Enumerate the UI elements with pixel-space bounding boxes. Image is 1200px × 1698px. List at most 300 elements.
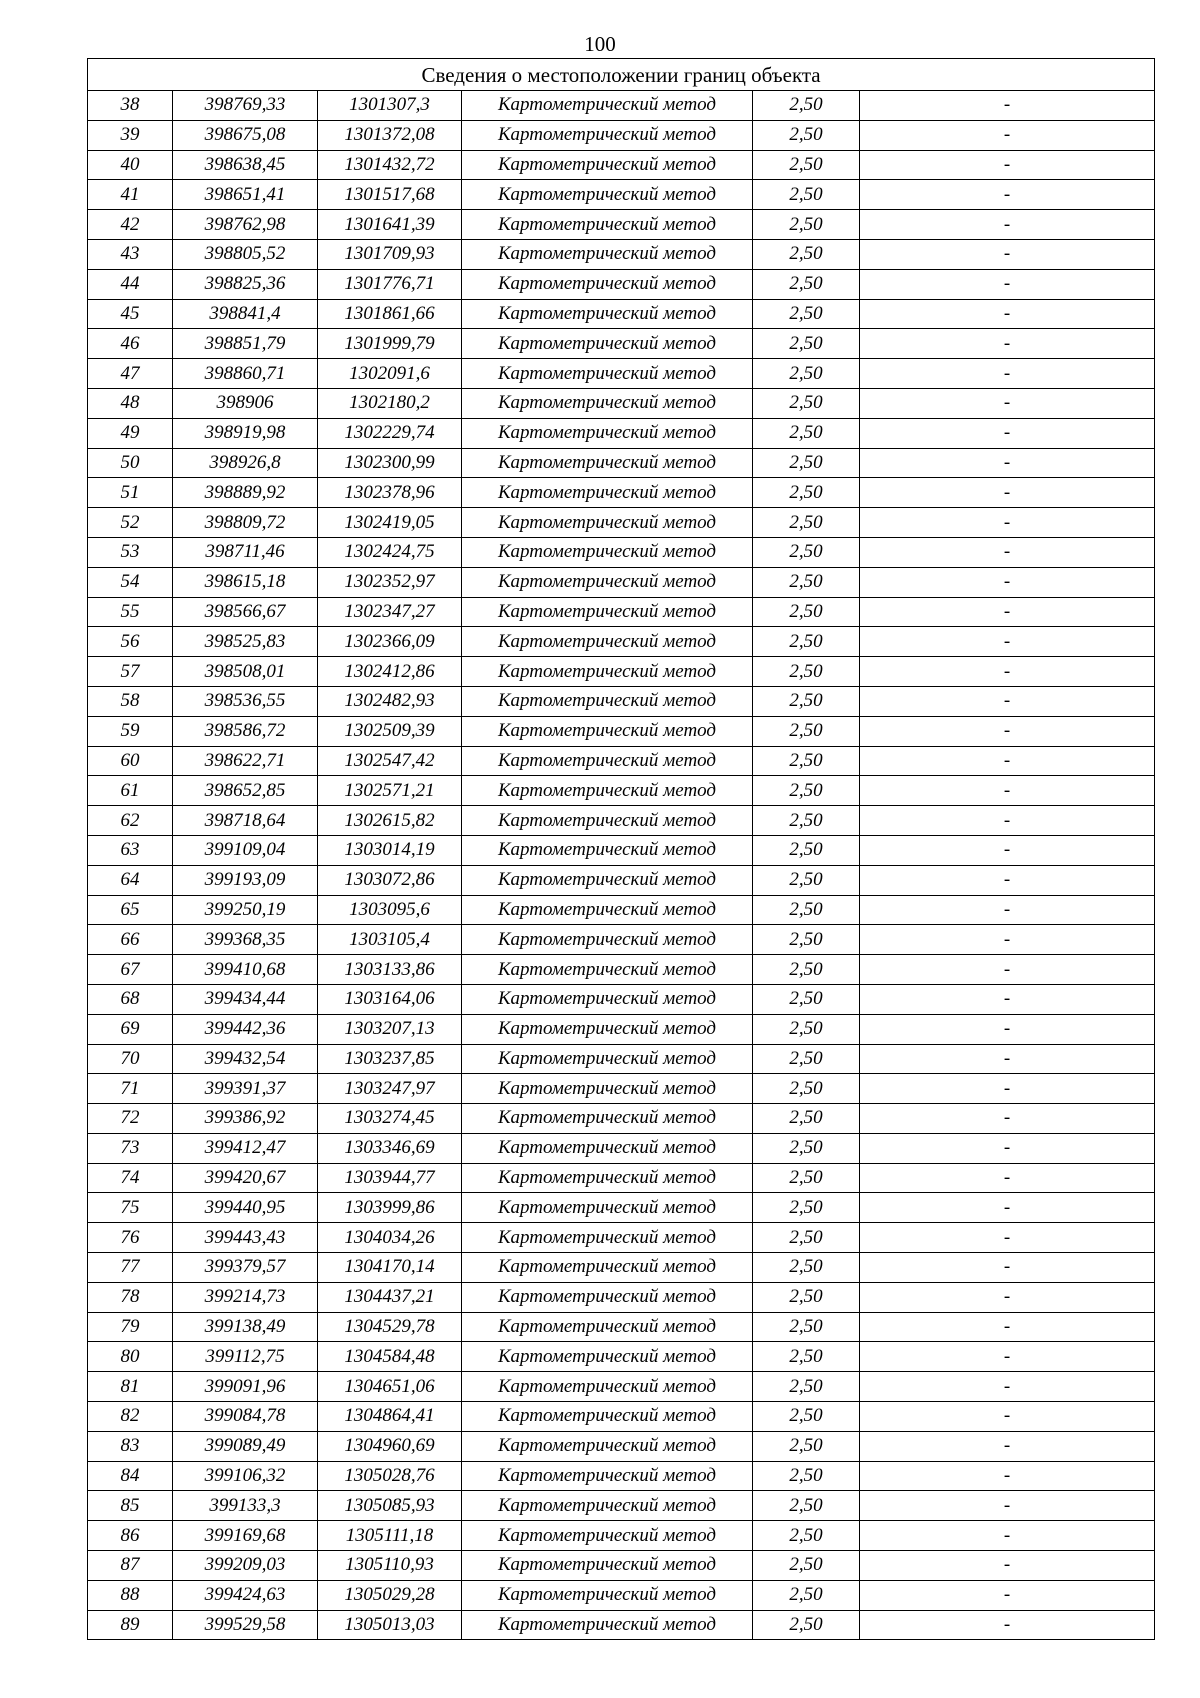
determination-method-cell: Картометрический метод [462, 1521, 753, 1551]
point-number-cell: 75 [88, 1193, 173, 1223]
coordinate-x-cell: 399084,78 [173, 1402, 318, 1432]
coordinate-y-cell: 1301517,68 [318, 180, 462, 210]
coordinate-y-cell: 1302180,2 [318, 388, 462, 418]
table-row [88, 895, 1155, 925]
coordinate-x-cell: 399368,35 [173, 925, 318, 955]
coordinate-y-cell: 1303247,97 [318, 1074, 462, 1104]
accuracy-cell: 2,50 [753, 1014, 860, 1044]
coordinate-x-cell: 398889,92 [173, 478, 318, 508]
description-cell: - [860, 1521, 1155, 1551]
coordinate-x-cell: 399529,58 [173, 1610, 318, 1640]
table-row [88, 1461, 1155, 1491]
description-cell: - [860, 1461, 1155, 1491]
table-body [88, 59, 1155, 1640]
description-cell: - [860, 716, 1155, 746]
accuracy-cell: 2,50 [753, 1253, 860, 1283]
coordinate-y-cell: 1305013,03 [318, 1610, 462, 1640]
coordinate-y-cell: 1303014,19 [318, 835, 462, 865]
table-row [88, 925, 1155, 955]
coordinate-x-cell: 398906 [173, 388, 318, 418]
coordinate-x-cell: 398805,52 [173, 239, 318, 269]
coordinate-x-cell: 399432,54 [173, 1044, 318, 1074]
coordinate-y-cell: 1302424,75 [318, 537, 462, 567]
table-row [88, 1610, 1155, 1640]
description-cell: - [860, 150, 1155, 180]
coordinate-y-cell: 1304529,78 [318, 1312, 462, 1342]
accuracy-cell: 2,50 [753, 1521, 860, 1551]
accuracy-cell: 2,50 [753, 210, 860, 240]
accuracy-cell: 2,50 [753, 984, 860, 1014]
point-number-cell: 51 [88, 478, 173, 508]
coordinate-x-cell: 399091,96 [173, 1372, 318, 1402]
table-row [88, 1282, 1155, 1312]
table-row [88, 1223, 1155, 1253]
point-number-cell: 41 [88, 180, 173, 210]
coordinate-x-cell: 398718,64 [173, 806, 318, 836]
description-cell: - [860, 180, 1155, 210]
point-number-cell: 66 [88, 925, 173, 955]
coordinate-y-cell: 1304584,48 [318, 1342, 462, 1372]
table-row [88, 1491, 1155, 1521]
coordinate-y-cell: 1301307,3 [318, 91, 462, 121]
description-cell: - [860, 1431, 1155, 1461]
accuracy-cell: 2,50 [753, 120, 860, 150]
point-number-cell: 47 [88, 359, 173, 389]
description-cell: - [860, 686, 1155, 716]
determination-method-cell: Картометрический метод [462, 984, 753, 1014]
accuracy-cell: 2,50 [753, 388, 860, 418]
determination-method-cell: Картометрический метод [462, 567, 753, 597]
table-row [88, 269, 1155, 299]
coordinate-x-cell: 399089,49 [173, 1431, 318, 1461]
coordinate-y-cell: 1303999,86 [318, 1193, 462, 1223]
accuracy-cell: 2,50 [753, 1074, 860, 1104]
table-row [88, 1104, 1155, 1134]
accuracy-cell: 2,50 [753, 835, 860, 865]
point-number-cell: 64 [88, 865, 173, 895]
table-row [88, 210, 1155, 240]
table-row [88, 1193, 1155, 1223]
table-row [88, 180, 1155, 210]
table-row [88, 1133, 1155, 1163]
accuracy-cell: 2,50 [753, 1491, 860, 1521]
coordinate-x-cell: 399109,04 [173, 835, 318, 865]
description-cell: - [860, 627, 1155, 657]
coordinate-y-cell: 1303237,85 [318, 1044, 462, 1074]
determination-method-cell: Картометрический метод [462, 895, 753, 925]
point-number-cell: 62 [88, 806, 173, 836]
point-number-cell: 40 [88, 150, 173, 180]
description-cell: - [860, 1104, 1155, 1134]
table-row [88, 91, 1155, 121]
description-cell: - [860, 925, 1155, 955]
table-row [88, 1163, 1155, 1193]
description-cell: - [860, 478, 1155, 508]
coordinate-y-cell: 1302300,99 [318, 448, 462, 478]
table-row [88, 1044, 1155, 1074]
coordinate-x-cell: 398508,01 [173, 657, 318, 687]
coordinate-y-cell: 1303207,13 [318, 1014, 462, 1044]
determination-method-cell: Картометрический метод [462, 120, 753, 150]
point-number-cell: 84 [88, 1461, 173, 1491]
table-row [88, 150, 1155, 180]
coordinate-y-cell: 1302378,96 [318, 478, 462, 508]
description-cell: - [860, 1342, 1155, 1372]
table-row [88, 657, 1155, 687]
description-cell: - [860, 865, 1155, 895]
coordinate-x-cell: 398525,83 [173, 627, 318, 657]
determination-method-cell: Картометрический метод [462, 180, 753, 210]
point-number-cell: 39 [88, 120, 173, 150]
coordinate-x-cell: 399379,57 [173, 1253, 318, 1283]
accuracy-cell: 2,50 [753, 418, 860, 448]
determination-method-cell: Картометрический метод [462, 239, 753, 269]
coordinate-y-cell: 1303072,86 [318, 865, 462, 895]
description-cell: - [860, 239, 1155, 269]
table-title-row [88, 59, 1155, 91]
accuracy-cell: 2,50 [753, 329, 860, 359]
description-cell: - [860, 1133, 1155, 1163]
coordinate-x-cell: 399133,3 [173, 1491, 318, 1521]
accuracy-cell: 2,50 [753, 955, 860, 985]
point-number-cell: 63 [88, 835, 173, 865]
coordinate-y-cell: 1304960,69 [318, 1431, 462, 1461]
accuracy-cell: 2,50 [753, 1342, 860, 1372]
accuracy-cell: 2,50 [753, 1163, 860, 1193]
coordinate-y-cell: 1301641,39 [318, 210, 462, 240]
coordinate-x-cell: 398536,55 [173, 686, 318, 716]
accuracy-cell: 2,50 [753, 1133, 860, 1163]
description-cell: - [860, 1610, 1155, 1640]
determination-method-cell: Картометрический метод [462, 1580, 753, 1610]
coordinate-y-cell: 1304651,06 [318, 1372, 462, 1402]
table-row [88, 418, 1155, 448]
accuracy-cell: 2,50 [753, 448, 860, 478]
description-cell: - [860, 597, 1155, 627]
table-row [88, 1074, 1155, 1104]
determination-method-cell: Картометрический метод [462, 746, 753, 776]
coordinate-x-cell: 398586,72 [173, 716, 318, 746]
table-row [88, 1402, 1155, 1432]
coordinate-y-cell: 1302091,6 [318, 359, 462, 389]
point-number-cell: 54 [88, 567, 173, 597]
accuracy-cell: 2,50 [753, 716, 860, 746]
coordinate-y-cell: 1302412,86 [318, 657, 462, 687]
table-row [88, 1521, 1155, 1551]
determination-method-cell: Картометрический метод [462, 210, 753, 240]
accuracy-cell: 2,50 [753, 1282, 860, 1312]
accuracy-cell: 2,50 [753, 865, 860, 895]
description-cell: - [860, 299, 1155, 329]
point-number-cell: 70 [88, 1044, 173, 1074]
coordinate-x-cell: 398860,71 [173, 359, 318, 389]
coordinate-y-cell: 1301432,72 [318, 150, 462, 180]
determination-method-cell: Картометрический метод [462, 1610, 753, 1640]
accuracy-cell: 2,50 [753, 1044, 860, 1074]
description-cell: - [860, 1282, 1155, 1312]
accuracy-cell: 2,50 [753, 806, 860, 836]
coordinate-y-cell: 1305110,93 [318, 1551, 462, 1581]
accuracy-cell: 2,50 [753, 686, 860, 716]
coordinate-x-cell: 398919,98 [173, 418, 318, 448]
accuracy-cell: 2,50 [753, 1104, 860, 1134]
determination-method-cell: Картометрический метод [462, 657, 753, 687]
point-number-cell: 52 [88, 508, 173, 538]
accuracy-cell: 2,50 [753, 239, 860, 269]
point-number-cell: 50 [88, 448, 173, 478]
determination-method-cell: Картометрический метод [462, 1253, 753, 1283]
description-cell: - [860, 835, 1155, 865]
point-number-cell: 38 [88, 91, 173, 121]
coordinate-x-cell: 398762,98 [173, 210, 318, 240]
coordinate-y-cell: 1303164,06 [318, 984, 462, 1014]
point-number-cell: 87 [88, 1551, 173, 1581]
determination-method-cell: Картометрический метод [462, 627, 753, 657]
coordinate-y-cell: 1305111,18 [318, 1521, 462, 1551]
boundary-coordinates-table [87, 58, 1155, 1640]
determination-method-cell: Картометрический метод [462, 597, 753, 627]
point-number-cell: 86 [88, 1521, 173, 1551]
coordinate-x-cell: 398622,71 [173, 746, 318, 776]
determination-method-cell: Картометрический метод [462, 329, 753, 359]
description-cell: - [860, 418, 1155, 448]
point-number-cell: 83 [88, 1431, 173, 1461]
table-row [88, 1580, 1155, 1610]
determination-method-cell: Картометрический метод [462, 1163, 753, 1193]
description-cell: - [860, 1491, 1155, 1521]
coordinate-x-cell: 398675,08 [173, 120, 318, 150]
coordinate-y-cell: 1302366,09 [318, 627, 462, 657]
coordinate-x-cell: 399434,44 [173, 984, 318, 1014]
point-number-cell: 82 [88, 1402, 173, 1432]
description-cell: - [860, 806, 1155, 836]
point-number-cell: 45 [88, 299, 173, 329]
point-number-cell: 74 [88, 1163, 173, 1193]
table-row [88, 716, 1155, 746]
table-row [88, 746, 1155, 776]
coordinate-y-cell: 1304170,14 [318, 1253, 462, 1283]
point-number-cell: 59 [88, 716, 173, 746]
accuracy-cell: 2,50 [753, 567, 860, 597]
determination-method-cell: Картометрический метод [462, 686, 753, 716]
table-row [88, 1431, 1155, 1461]
coordinate-y-cell: 1302571,21 [318, 776, 462, 806]
determination-method-cell: Картометрический метод [462, 1402, 753, 1432]
coordinate-y-cell: 1302547,42 [318, 746, 462, 776]
description-cell: - [860, 895, 1155, 925]
table-row [88, 984, 1155, 1014]
determination-method-cell: Картометрический метод [462, 478, 753, 508]
description-cell: - [860, 657, 1155, 687]
accuracy-cell: 2,50 [753, 91, 860, 121]
point-number-cell: 78 [88, 1282, 173, 1312]
description-cell: - [860, 1163, 1155, 1193]
point-number-cell: 43 [88, 239, 173, 269]
coordinate-x-cell: 399209,03 [173, 1551, 318, 1581]
table-row [88, 806, 1155, 836]
coordinate-x-cell: 399440,95 [173, 1193, 318, 1223]
table-row [88, 597, 1155, 627]
description-cell: - [860, 269, 1155, 299]
accuracy-cell: 2,50 [753, 180, 860, 210]
determination-method-cell: Картометрический метод [462, 537, 753, 567]
description-cell: - [860, 91, 1155, 121]
determination-method-cell: Картометрический метод [462, 1044, 753, 1074]
determination-method-cell: Картометрический метод [462, 1133, 753, 1163]
coordinate-y-cell: 1303944,77 [318, 1163, 462, 1193]
coordinate-x-cell: 398652,85 [173, 776, 318, 806]
point-number-cell: 55 [88, 597, 173, 627]
determination-method-cell: Картометрический метод [462, 1014, 753, 1044]
accuracy-cell: 2,50 [753, 1610, 860, 1640]
description-cell: - [860, 1312, 1155, 1342]
point-number-cell: 72 [88, 1104, 173, 1134]
determination-method-cell: Картометрический метод [462, 269, 753, 299]
accuracy-cell: 2,50 [753, 1312, 860, 1342]
coordinate-x-cell: 399169,68 [173, 1521, 318, 1551]
coordinate-x-cell: 398926,8 [173, 448, 318, 478]
point-number-cell: 76 [88, 1223, 173, 1253]
determination-method-cell: Картометрический метод [462, 806, 753, 836]
accuracy-cell: 2,50 [753, 925, 860, 955]
coordinate-x-cell: 399412,47 [173, 1133, 318, 1163]
table-row [88, 1372, 1155, 1402]
determination-method-cell: Картометрический метод [462, 299, 753, 329]
coordinate-y-cell: 1305028,76 [318, 1461, 462, 1491]
determination-method-cell: Картометрический метод [462, 508, 753, 538]
determination-method-cell: Картометрический метод [462, 1074, 753, 1104]
accuracy-cell: 2,50 [753, 776, 860, 806]
coordinate-y-cell: 1302482,93 [318, 686, 462, 716]
coordinate-x-cell: 398851,79 [173, 329, 318, 359]
coordinate-x-cell: 398566,67 [173, 597, 318, 627]
point-number-cell: 60 [88, 746, 173, 776]
coordinate-y-cell: 1301709,93 [318, 239, 462, 269]
accuracy-cell: 2,50 [753, 1431, 860, 1461]
coordinate-y-cell: 1302509,39 [318, 716, 462, 746]
coordinate-x-cell: 398809,72 [173, 508, 318, 538]
coordinate-y-cell: 1302352,97 [318, 567, 462, 597]
determination-method-cell: Картометрический метод [462, 1431, 753, 1461]
coordinate-x-cell: 399138,49 [173, 1312, 318, 1342]
accuracy-cell: 2,50 [753, 1580, 860, 1610]
coordinate-x-cell: 398615,18 [173, 567, 318, 597]
accuracy-cell: 2,50 [753, 1551, 860, 1581]
coordinate-y-cell: 1302419,05 [318, 508, 462, 538]
point-number-cell: 61 [88, 776, 173, 806]
coordinate-y-cell: 1302229,74 [318, 418, 462, 448]
determination-method-cell: Картометрический метод [462, 91, 753, 121]
coordinate-x-cell: 399443,43 [173, 1223, 318, 1253]
point-number-cell: 44 [88, 269, 173, 299]
accuracy-cell: 2,50 [753, 508, 860, 538]
table-title: Сведения о местоположении границ объекта [88, 59, 1155, 91]
determination-method-cell: Картометрический метод [462, 865, 753, 895]
coordinate-y-cell: 1304034,26 [318, 1223, 462, 1253]
description-cell: - [860, 1372, 1155, 1402]
point-number-cell: 56 [88, 627, 173, 657]
point-number-cell: 80 [88, 1342, 173, 1372]
table-row [88, 1014, 1155, 1044]
coordinate-x-cell: 399112,75 [173, 1342, 318, 1372]
determination-method-cell: Картометрический метод [462, 955, 753, 985]
determination-method-cell: Картометрический метод [462, 388, 753, 418]
accuracy-cell: 2,50 [753, 1372, 860, 1402]
coordinate-y-cell: 1303105,4 [318, 925, 462, 955]
determination-method-cell: Картометрический метод [462, 776, 753, 806]
description-cell: - [860, 1074, 1155, 1104]
description-cell: - [860, 1551, 1155, 1581]
coordinate-y-cell: 1304437,21 [318, 1282, 462, 1312]
description-cell: - [860, 508, 1155, 538]
point-number-cell: 85 [88, 1491, 173, 1521]
page-number: 100 [584, 32, 616, 56]
determination-method-cell: Картометрический метод [462, 1342, 753, 1372]
coordinate-y-cell: 1301372,08 [318, 120, 462, 150]
point-number-cell: 57 [88, 657, 173, 687]
determination-method-cell: Картометрический метод [462, 835, 753, 865]
table-row [88, 359, 1155, 389]
table-row [88, 686, 1155, 716]
accuracy-cell: 2,50 [753, 1193, 860, 1223]
determination-method-cell: Картометрический метод [462, 1193, 753, 1223]
accuracy-cell: 2,50 [753, 537, 860, 567]
table-row [88, 955, 1155, 985]
description-cell: - [860, 388, 1155, 418]
description-cell: - [860, 1193, 1155, 1223]
point-number-cell: 53 [88, 537, 173, 567]
accuracy-cell: 2,50 [753, 1223, 860, 1253]
coordinate-y-cell: 1301999,79 [318, 329, 462, 359]
determination-method-cell: Картометрический метод [462, 448, 753, 478]
table-row [88, 120, 1155, 150]
coordinate-x-cell: 398825,36 [173, 269, 318, 299]
accuracy-cell: 2,50 [753, 299, 860, 329]
table-row [88, 388, 1155, 418]
description-cell: - [860, 1044, 1155, 1074]
coordinate-x-cell: 399424,63 [173, 1580, 318, 1610]
coordinate-x-cell: 399193,09 [173, 865, 318, 895]
point-number-cell: 48 [88, 388, 173, 418]
description-cell: - [860, 1402, 1155, 1432]
coordinate-x-cell: 399250,19 [173, 895, 318, 925]
description-cell: - [860, 1223, 1155, 1253]
description-cell: - [860, 120, 1155, 150]
point-number-cell: 73 [88, 1133, 173, 1163]
point-number-cell: 79 [88, 1312, 173, 1342]
determination-method-cell: Картометрический метод [462, 150, 753, 180]
point-number-cell: 69 [88, 1014, 173, 1044]
coordinate-x-cell: 399391,37 [173, 1074, 318, 1104]
table-row [88, 329, 1155, 359]
table-row [88, 239, 1155, 269]
table-row [88, 537, 1155, 567]
coordinate-x-cell: 398841,4 [173, 299, 318, 329]
coordinate-y-cell: 1303346,69 [318, 1133, 462, 1163]
accuracy-cell: 2,50 [753, 150, 860, 180]
table-row [88, 1312, 1155, 1342]
coordinate-y-cell: 1302615,82 [318, 806, 462, 836]
point-number-cell: 68 [88, 984, 173, 1014]
point-number-cell: 46 [88, 329, 173, 359]
point-number-cell: 71 [88, 1074, 173, 1104]
determination-method-cell: Картометрический метод [462, 925, 753, 955]
coordinate-x-cell: 398651,41 [173, 180, 318, 210]
description-cell: - [860, 776, 1155, 806]
description-cell: - [860, 1014, 1155, 1044]
determination-method-cell: Картометрический метод [462, 1491, 753, 1521]
description-cell: - [860, 210, 1155, 240]
